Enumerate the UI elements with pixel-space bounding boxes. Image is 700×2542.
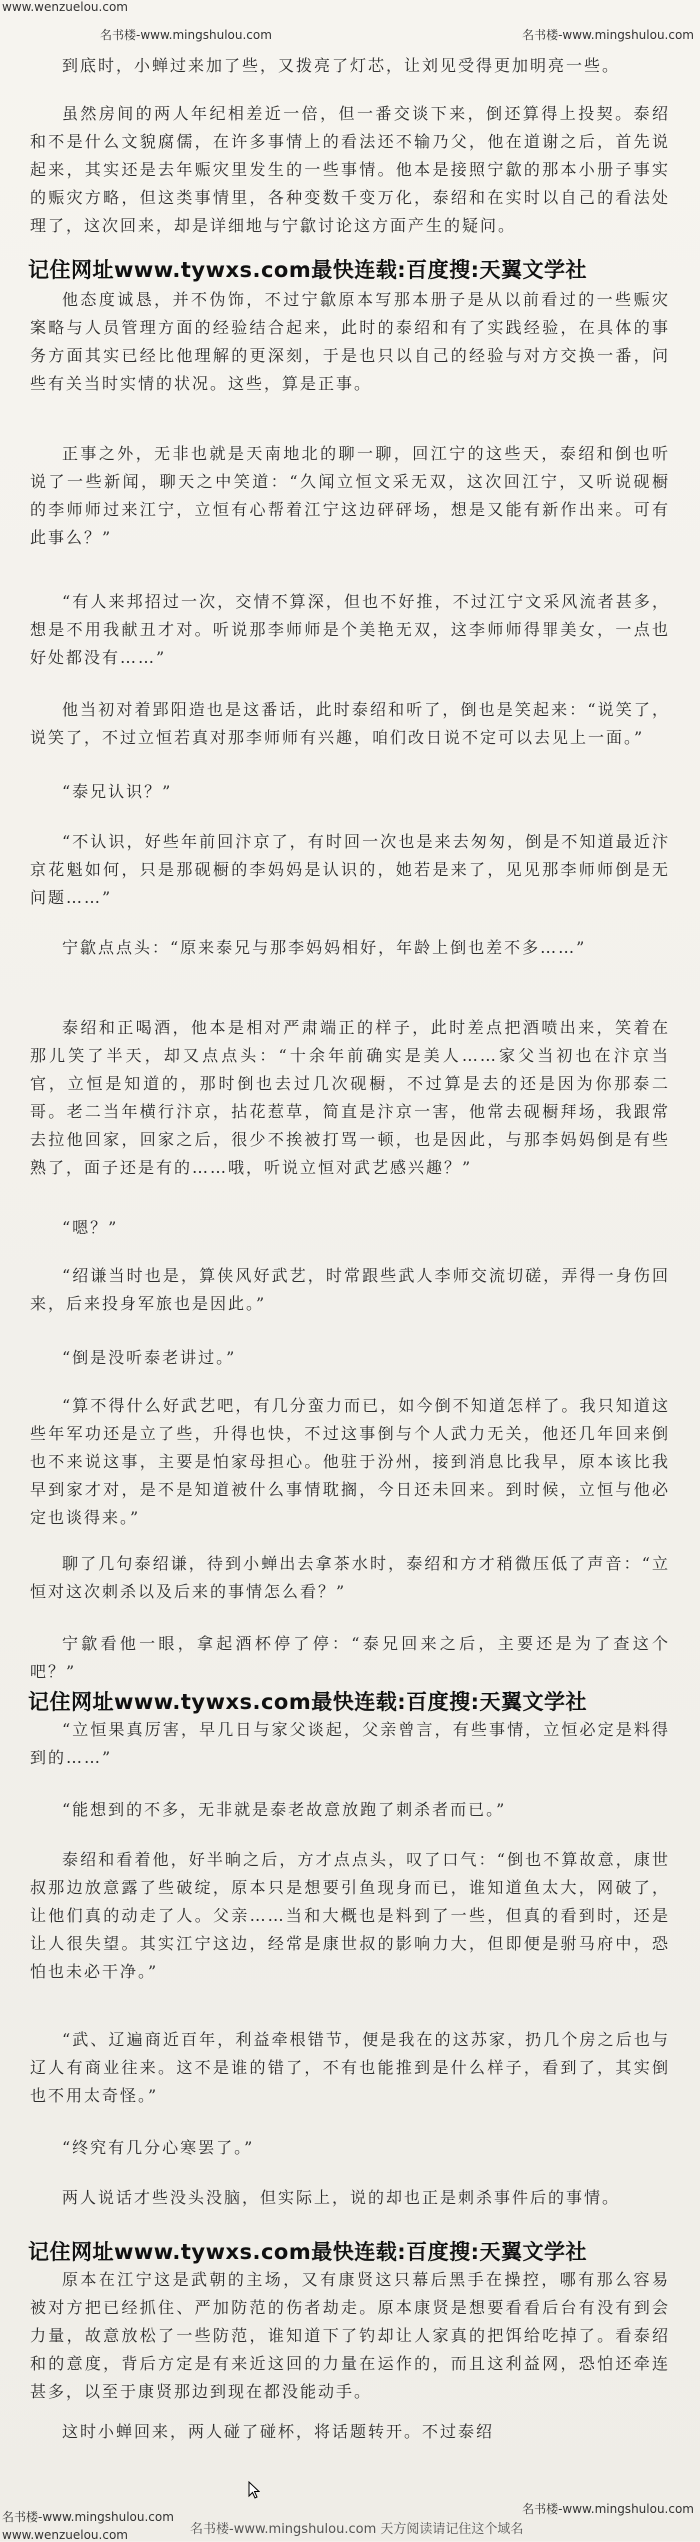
paragraph-20: “武、辽遍商近百年，利益牵根错节，便是我在的这苏家，扔几个房之后也与辽人有商业往来。这不是谁的错了，不有也能推到是什么样子，看到了，其实倒也不用太奇怪。” <box>30 2030 670 2105</box>
watermark-top-left: www.wenzuelou.com <box>2 0 128 14</box>
mouse-cursor-icon <box>248 2481 260 2499</box>
site-banner-3: 记住网址www.tywxs.com最快连载:百度搜:天翼文学社 <box>28 2240 588 2264</box>
site-banner-1: 记住网址www.tywxs.com最快连载:百度搜:天翼文学社 <box>28 258 588 282</box>
paragraph-10: 泰绍和正喝酒，他本是相对严肃端正的样子，此时差点把酒喷出来，笑着在那儿笑了半天，却又点点头：“十余年前确实是美人……家父当初也在汴京当官，立恒是知道的，那时倒也去过几次砚橱，不过算是去的还是因为你那泰二哥。老二当年横行汴京，拈花惹草，简直是汴京一害，他常去砚橱拜场，我跟常去拉他回家，回家之后，很少不挨被打骂一顿，也是因此，与那李妈妈倒是有些熟了，面子还是有的……哦，听说立恒对武艺感兴趣？” <box>30 1018 670 1177</box>
paragraph-11: “嗯？” <box>62 1218 119 1237</box>
paragraph-23: 原本在江宁这是武朝的主场，又有康贤这只幕后黑手在操控，哪有那么容易被对方把已经抓住、严加防范的伤者劫走。原本康贤是想要看看后台有没有到会力量，故意放松了一些防范，谁知道下了钓却让人家真的把饵给吃掉了。看泰绍和的意度，背后方定是有来近这回的力量在运作的，而且这利益网，恐怕还牵连甚多，以至于康贤那边到现在都没能动手。 <box>30 2270 670 2401</box>
paragraph-14: “算不得什么好武艺吧，有几分蛮力而已，如今倒不知道怎样了。我只知道这些年军功还是立了些，升得也快，不过这事倒与个人武力无关，他还几年回来倒也不来说这事，主要是怕家母担心。他驻于汾州，接到消息比我早，原本该比我早到家才对，是不是知道被什么事情耽搁，今日还未回来。到时候，立恒与他必定也谈得来。” <box>30 1396 670 1527</box>
site-banner-2: 记住网址www.tywxs.com最快连载:百度搜:天翼文学社 <box>28 1690 588 1714</box>
paragraph-15: 聊了几句泰绍谦，待到小蝉出去拿茶水时，泰绍和方才稍微压低了声音：“立恒对这次刺杀以及后来的事情怎么看？” <box>30 1554 670 1601</box>
paragraph-3: 他态度诚恳，并不伪饰，不过宁歙原本写那本册子是从以前看过的一些赈灾案略与人员管理方面的经验结合起来，此时的泰绍和有了实践经验，在具体的事务方面其实已经比他理解的更深刻，于是也只以自己的经验与对方交换一番，问些有关当时实情的状况。这些，算是正事。 <box>30 290 670 393</box>
paragraph-8: “不认识，好些年前回汴京了，有时回一次也是来去匆匆，倒是不知道最近汴京花魁如何，只是那砚橱的李妈妈是认识的，她若是来了，见见那李师师倒是无问题……” <box>30 832 670 907</box>
paragraph-21: “终究有几分心寒罢了。” <box>62 2138 255 2157</box>
paragraph-6: 他当初对着郢阳造也是这番话，此时泰绍和听了，倒也是笑起来：“说笑了，说笑了，不过立恒若真对那李师师有兴趣，咱们改日说不定可以去见上一面。” <box>30 700 670 747</box>
paragraph-2: 虽然房间的两人年纪相差近一倍，但一番交谈下来，倒还算得上投契。泰绍和不是什么文貌腐儒，在许多事情上的看法还不输乃父，他在道谢之后，首先说起来，其实还是去年赈灾里发生的一些事情。他本是接照宁歙的那本小册子事实的赈灾方略，但这类事情里，各种变数千变万化，泰绍和在实时以自己的看法处理了，这次回来，却是详细地与宁歙讨论这方面产生的疑问。 <box>30 104 670 235</box>
watermark-bottom-center: 名书楼-www.mingshulou.com 天方阅读请记住这个域名 <box>190 2522 524 2537</box>
paragraph-13: “倒是没听泰老讲过。” <box>62 1348 237 1367</box>
paragraph-9: 宁歙点点头：“原来泰兄与那李妈妈相好，年龄上倒也差不多……” <box>62 938 587 957</box>
paragraph-5: “有人来邦招过一次，交情不算深，但也不好推，不过江宁文采风流者甚多，想是不用我献丑才对。听说那李师师是个美艳无双，这李师师得罪美女，一点也好处都没有……” <box>30 592 670 667</box>
paragraph-12: “绍谦当时也是，算侠风好武艺，时常跟些武人李师交流切磋，弄得一身伤回来，后来投身军旅也是因此。” <box>30 1266 670 1313</box>
paragraph-4: 正事之外，无非也就是天南地北的聊一聊，回江宁的这些天，泰绍和倒也听说了一些新闻，聊天之中笑道：“久闻立恒文采无双，这次回江宁，又听说砚橱的李师师过来江宁，立恒有心帮着江宁这边砰砰场，想是又能有新作出来。可有此事么？” <box>30 444 670 547</box>
paragraph-17: “立恒果真厉害，早几日与家父谈起，父亲曾言，有些事情，立恒必定是料得到的……” <box>30 1720 670 1767</box>
paragraph-1: 到底时，小蝉过来加了些，又拨亮了灯芯，让刘见受得更加明亮一些。 <box>62 56 621 75</box>
paragraph-24: 这时小蝉回来，两人碰了碰杯，将话题转开。不过泰绍 <box>62 2422 495 2441</box>
paragraph-19: 泰绍和看着他，好半晌之后，方才点点头，叹了口气：“倒也不算故意，康世叔那边放意露了些破绽，原本只是想要引鱼现身而已，谁知道鱼太大，网破了，让他们真的动走了人。父亲……当和大概也是料到了一些，但真的看到时，还是让人很失望。其实江宁这边，经常是康世叔的影响力大，但即便是驸马府中，恐怕也未必干净。” <box>30 1850 670 1981</box>
watermark-bottom-left-2: www.wenzuelou.com <box>2 2528 128 2542</box>
paragraph-22: 两人说话才些没头没脑，但实际上，说的却也正是刺杀事件后的事情。 <box>62 2188 621 2207</box>
paragraph-7: “泰兄认识？” <box>62 782 173 801</box>
paragraph-16: 宁歙看他一眼，拿起酒杯停了停：“泰兄回来之后，主要还是为了查这个吧？” <box>30 1634 670 1681</box>
watermark-top-mid: 名书楼-www.mingshulou.com <box>100 28 272 42</box>
watermark-bottom-left: 名书楼-www.mingshulou.com <box>2 2510 174 2524</box>
watermark-bottom-right: 名书楼-www.mingshulou.com <box>522 2502 694 2516</box>
watermark-top-right: 名书楼-www.mingshulou.com <box>522 28 694 42</box>
paragraph-18: “能想到的不多，无非就是泰老故意放跑了刺杀者而已。” <box>62 1800 507 1819</box>
